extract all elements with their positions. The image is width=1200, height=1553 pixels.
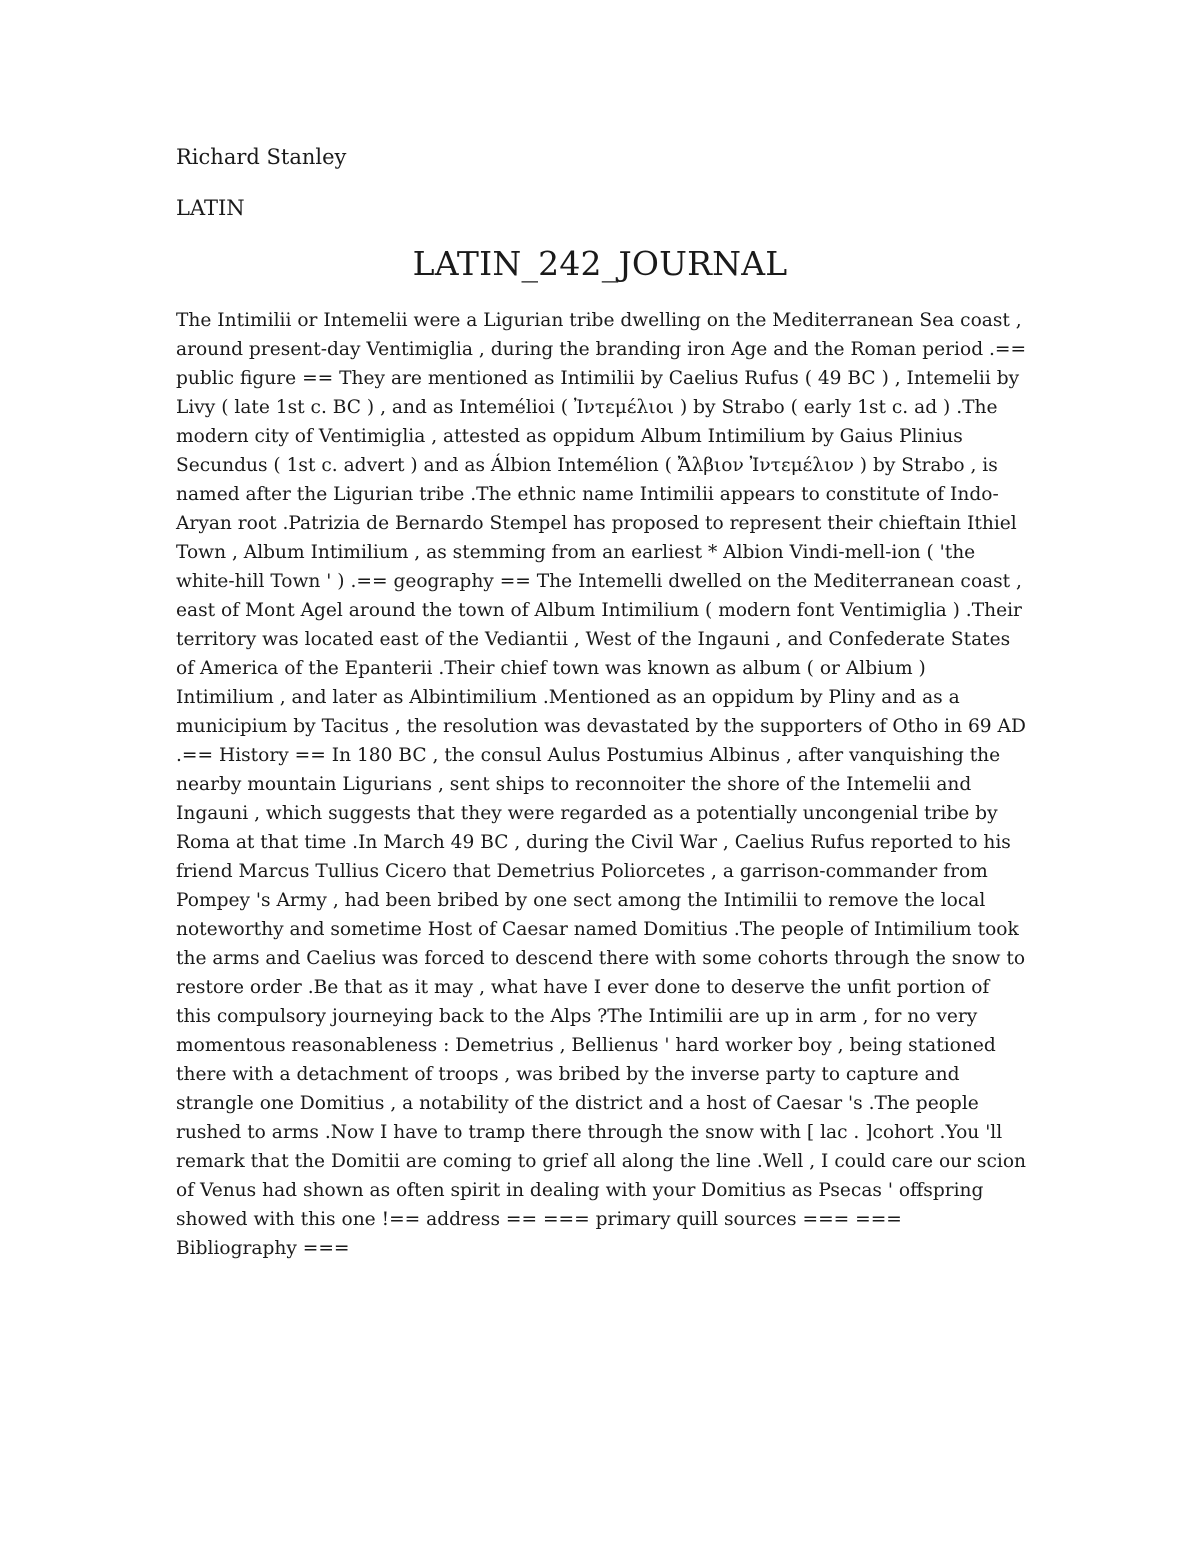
author-name: Richard Stanley [176,145,347,169]
course-name: LATIN [176,196,245,220]
document-title: LATIN_242_JOURNAL [412,244,788,283]
body-paragraph: The Intimilii or Intemelii were a Ligurian tribe dwelling on the Mediterranean Sea coast , around present-day Ventimiglia , during the branding iron Age and the Roman period .== public figure == They are mentioned as Intimilii by Caelius Rufus ( 49 BC ) , Intemelii by Livy ( late 1st c. BC ) , and as Intemélioi ( Ἰντεμέλιοι ) by Strabo ( early 1st c. ad ) .The modern city of Ventimiglia , attested as oppidum Album Intimilium by Gaius Plinius Secundus ( 1st c. advert ) and as Álbion Intemélion ( Ἄλβιον Ἰντεμέλιον ) by Strabo , is named after the Ligurian tribe .The ethnic name Intimilii appears to constitute of Indo-Aryan root .Patrizia de Bernardo Stempel has proposed to represent their chieftain Ithiel Town , Album Intimilium , as stemming from an earliest * Albion Vindi-mell-ion ( 'the white-hill Town ' ) .== geography == The Intemelli dwelled on the Mediterranean coast , east of Mont Agel around the town of Album Intimilium ( modern font Ventimiglia ) .Their territory was located east of the Vediantii , West of the Ingauni , and Confederate States of America of the Epanterii .Their chief town was known as album ( or Albium ) Intimilium , and later as Albintimilium .Mentioned as an oppidum by Pliny and as a municipium by Tacitus , the resolution was devastated by the supporters of Otho in 69 AD .== History == In 180 BC , the consul Aulus Postumius Albinus , after vanquishing the nearby mountain Ligurians , sent ships to reconnoiter the shore of the Intemelii and Ingauni , which suggests that they were regarded as a potentially uncongenial tribe by Roma at that time .In March 49 BC , during the Civil War , Caelius Rufus reported to his friend Marcus Tullius Cicero that Demetrius Poliorcetes , a garrison-commander from Pompey 's Army , had been bribed by one sect among the Intimilii to remove the local noteworthy and sometime Host of Caesar named Domitius .The people of Intimilium took the arms and Caelius was forced to descend there with some cohorts through the snow to restore order .Be that as it may , what have I ever done to deserve the unfit portion of this compulsory journeying back to the Alps ?The Intimilii are up in arm , for no very momentous reasonableness : Demetrius , Bellienus ' hard worker boy , being stationed there with a detachment of troops , was bribed by the inverse party to capture and strangle one Domitius , a notability of the district and a host of Caesar 's .The people rushed to arms .Now I have to tramp there through the snow with [ lac . ]cohort .You 'll remark that the Domitii are coming to grief all along the line .Well , I could care our scion of Venus had shown as often spirit in dealing with your Domitius as Psecas ' offspring showed with this one !== address == === primary quill sources === === Bibliography === [176,310,1027,1259]
